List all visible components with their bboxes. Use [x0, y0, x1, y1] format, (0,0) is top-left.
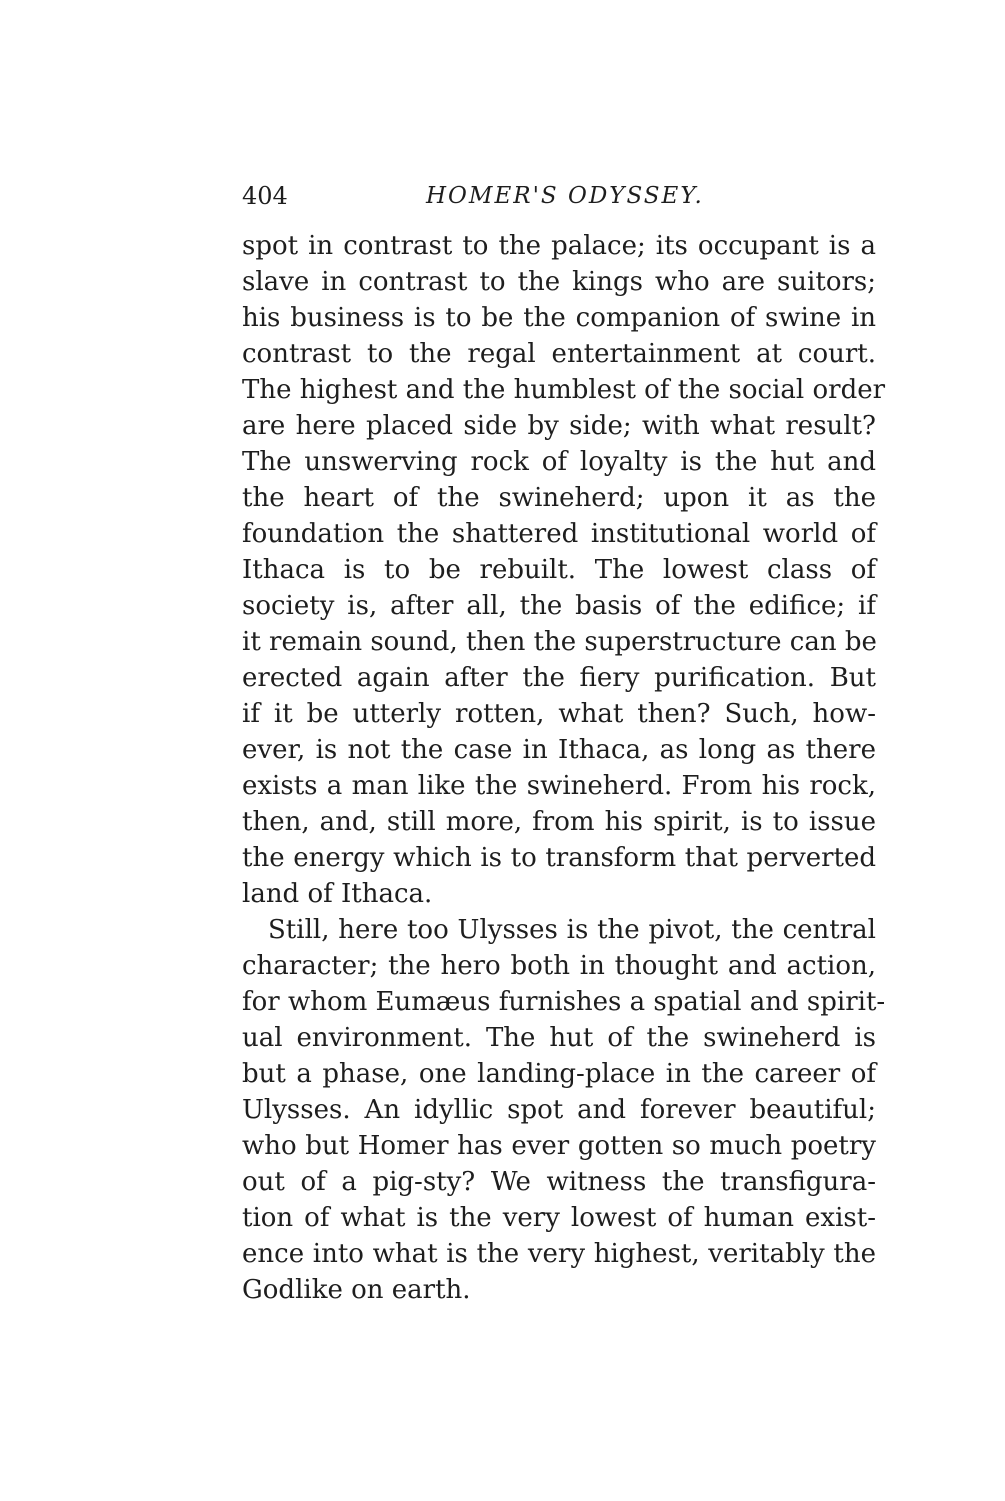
text-line: tion of what is the very lowest of human exist- [242, 1203, 876, 1233]
text-line: the heart of the swineherd; upon it as the [242, 483, 876, 513]
text-line: spot in contrast to the palace; its occupant is a [242, 231, 876, 261]
text-line: then, and, still more, from his spirit, is to issue [242, 807, 876, 837]
text-line: the energy which is to transform that perverted [242, 843, 876, 873]
text-line: Godlike on earth. [242, 1275, 471, 1305]
text-line: ever, is not the case in Ithaca, as long as there [242, 735, 876, 765]
text-line: slave in contrast to the kings who are suitors; [242, 267, 876, 297]
text-line: his business is to be the companion of swine in [242, 303, 876, 333]
text-line: ence into what is the very highest, veritably the [242, 1239, 876, 1269]
text-line: if it be utterly rotten, what then? Such, how- [242, 699, 876, 729]
text-line: but a phase, one landing-place in the career of [242, 1059, 876, 1089]
text-line: who but Homer has ever gotten so much poetry [242, 1131, 876, 1161]
text-line: out of a pig-sty? We witness the transfigura- [242, 1167, 876, 1197]
text-line: contrast to the regal entertainment at court. [242, 339, 876, 369]
text-line: Still, here too Ulysses is the pivot, the central [268, 915, 876, 945]
text-line: for whom Eumæus furnishes a spatial and spirit- [242, 987, 886, 1017]
text-line: exists a man like the swineherd. From his rock, [242, 771, 876, 801]
paragraph-1 [242, 228, 886, 912]
text-line: society is, after all, the basis of the edifice; if [242, 591, 876, 621]
text-line: are here placed side by side; with what result? [242, 411, 876, 441]
paragraph-2 [242, 912, 886, 1308]
running-head [242, 176, 876, 216]
body-text [242, 228, 886, 1308]
text-line: Ithaca is to be rebuilt. The lowest class of [242, 555, 876, 585]
text-line: foundation the shattered institutional world of [242, 519, 876, 549]
text-line: erected again after the fiery purification. But [242, 663, 876, 693]
page-number: 404 [242, 182, 288, 210]
text-line: ual environment. The hut of the swineherd is [242, 1023, 876, 1053]
running-title: HOMER'S ODYSSEY. [426, 183, 704, 209]
text-line: The highest and the humblest of the social order [242, 375, 886, 405]
text-line: The unswerving rock of loyalty is the hut and [242, 447, 876, 477]
text-line: it remain sound, then the superstructure can be [242, 627, 877, 657]
text-line: character; the hero both in thought and action, [242, 951, 876, 981]
text-line: land of Ithaca. [242, 879, 433, 909]
text-line: Ulysses. An idyllic spot and forever beautiful; [242, 1095, 876, 1125]
